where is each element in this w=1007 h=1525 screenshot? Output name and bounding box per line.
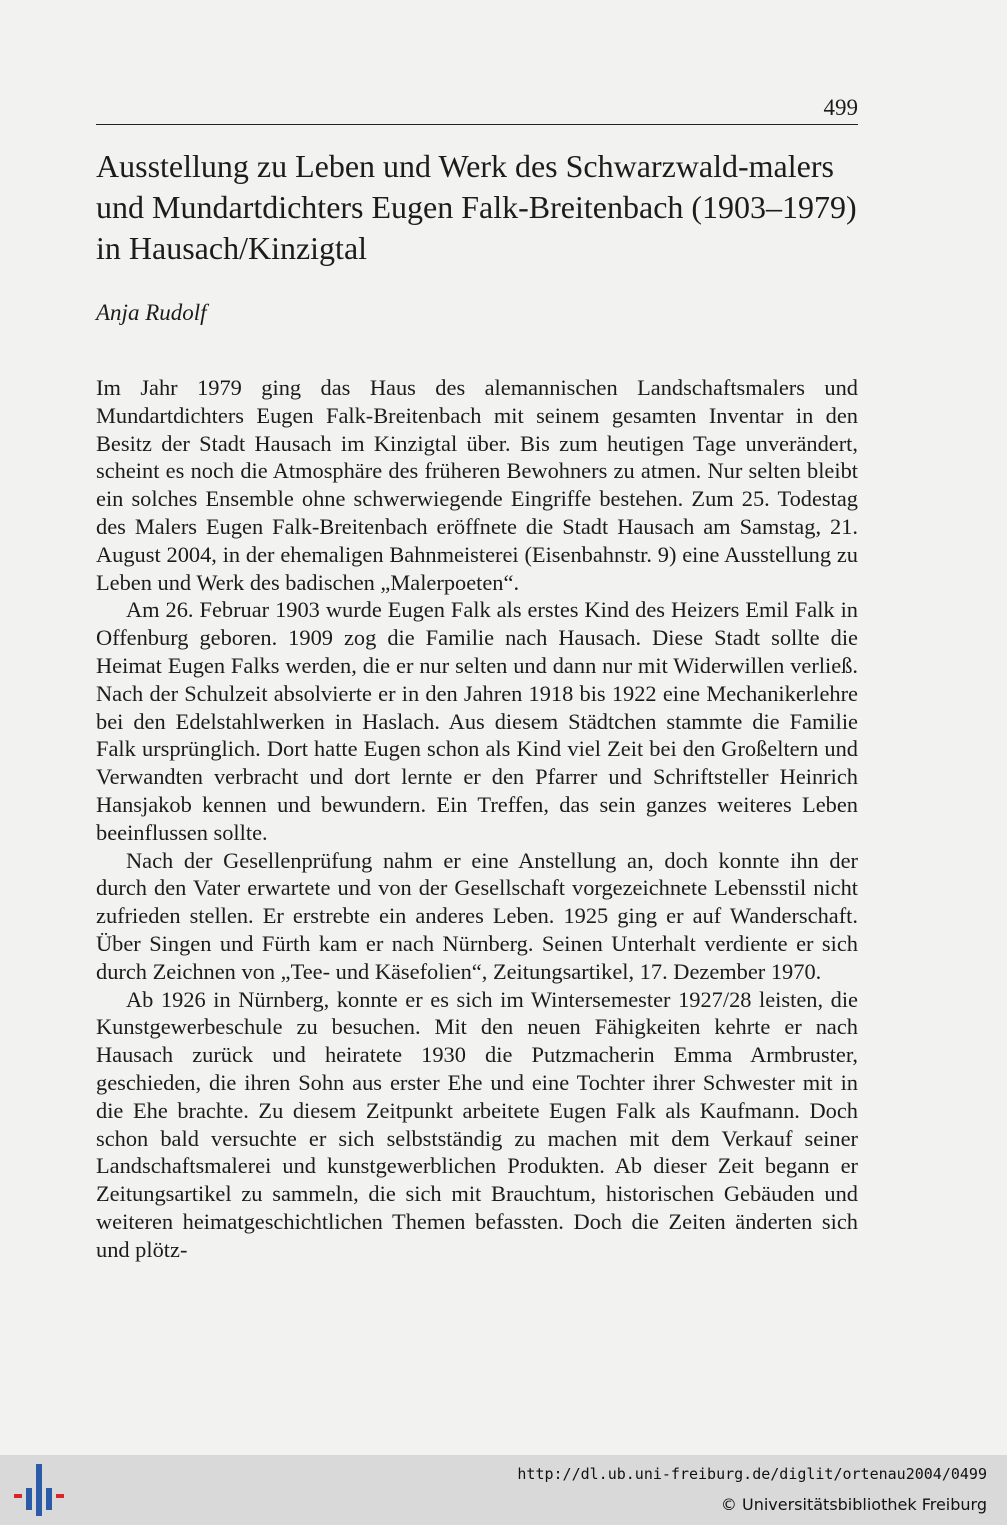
paragraph: Nach der Gesellenprüfung nahm er eine Anstellung an, doch konnte ihn der durch den Vater erwartete und von der Gesellschaft vorgezeichnete Lebensstil nicht zufrieden stellen. Er erstrebte ein anderes Leben. 1925 ging er auf Wanderschaft. Über Singen und Fürth kam er nach Nürnberg. Seinen Unterhalt verdiente er sich durch Zeichnen von „Tee- und Käsefolien“, Zeitungsartikel, 17. Dezember 1970.: [96, 847, 858, 984]
page-number: 499: [823, 95, 858, 120]
copyright-notice: © Universitätsbibliothek Freiburg: [720, 1495, 987, 1514]
paragraph: Im Jahr 1979 ging das Haus des alemannischen Landschaftsmalers und Mundartdichters Eugen Falk-Breitenbach mit seinem gesamten Inventar in den Besitz der Stadt Hausach im Kinzigtal über. Bis zum heutigen Tage unverändert, scheint es noch die Atmosphäre des früheren Bewohners zu atmen. Nur selten bleibt ein solches Ensemble ohne schwerwiegende Eingriffe bestehen. Zum 25. Todestag des Malers Eugen Falk-Breitenbach eröffnete die Stadt Hausach am Samstag, 21. August 2004, in der ehemaligen Bahnmeisterei (Eisenbahnstr. 9) eine Ausstellung zu Leben und Werk des badischen „Malerpoeten“.: [96, 375, 858, 595]
article-author: Anja Rudolf: [96, 300, 207, 325]
article-title: Ausstellung zu Leben und Werk des Schwarzwald-malers und Mundartdichters Eugen Falk-Breitenbach (1903–1979) in Hausach/Kinzigtal: [96, 148, 857, 266]
permalink-url[interactable]: http://dl.ub.uni-freiburg.de/diglit/ortenau2004/0499: [517, 1465, 987, 1483]
paragraph: Ab 1926 in Nürnberg, konnte er es sich im Wintersemester 1927/28 leisten, die Kunstgewerbeschule zu besuchen. Mit den neuen Fähigkeiten kehrte er nach Hausach zurück und heiratete 1930 die Putzmacherin Emma Armbruster, geschieden, die ihren Sohn aus erster Ehe und eine Tochter ihrer Schwester mit in die Ehe brachte. Zu diesem Zeitpunkt arbeitete Eugen Falk als Kaufmann. Doch schon bald versuchte er sich selbstständig zu machen mit dem Verkauf seiner Landschaftsmalerei und kunstgewerblichen Produkten. Ab dieser Zeit begann er Zeitungsartikel zu sammeln, die sich mit Brauchtum, historischen Gebäuden und weiteren heimatgeschichtlichen Themen befassten. Doch die Zeiten änderten sich und plötz-: [96, 986, 858, 1262]
paragraph: Am 26. Februar 1903 wurde Eugen Falk als erstes Kind des Heizers Emil Falk in Offenburg geboren. 1909 zog die Familie nach Hausach. Diese Stadt sollte die Heimat Eugen Falks werden, die er nur selten und dann nur mit Widerwillen verließ. Nach der Schulzeit absolvierte er in den Jahren 1918 bis 1922 eine Mechanikerlehre bei den Edelstahlwerken in Haslach. Aus diesem Städtchen stammte die Familie Falk ursprünglich. Dort hatte Eugen schon als Kind viel Zeit bei den Großeltern und Verwandten verbracht und dort lernte er den Pfarrer und Schriftsteller Heinrich Hansjakob kennen und bewundern. Ein Treffen, das sein ganzes weiteres Leben beeinflussen sollte.: [96, 597, 858, 845]
header-rule: [96, 124, 858, 125]
article-body: [96, 374, 858, 1264]
library-footer: [0, 1455, 1007, 1525]
ub-freiburg-logo-icon[interactable]: [14, 1464, 64, 1516]
